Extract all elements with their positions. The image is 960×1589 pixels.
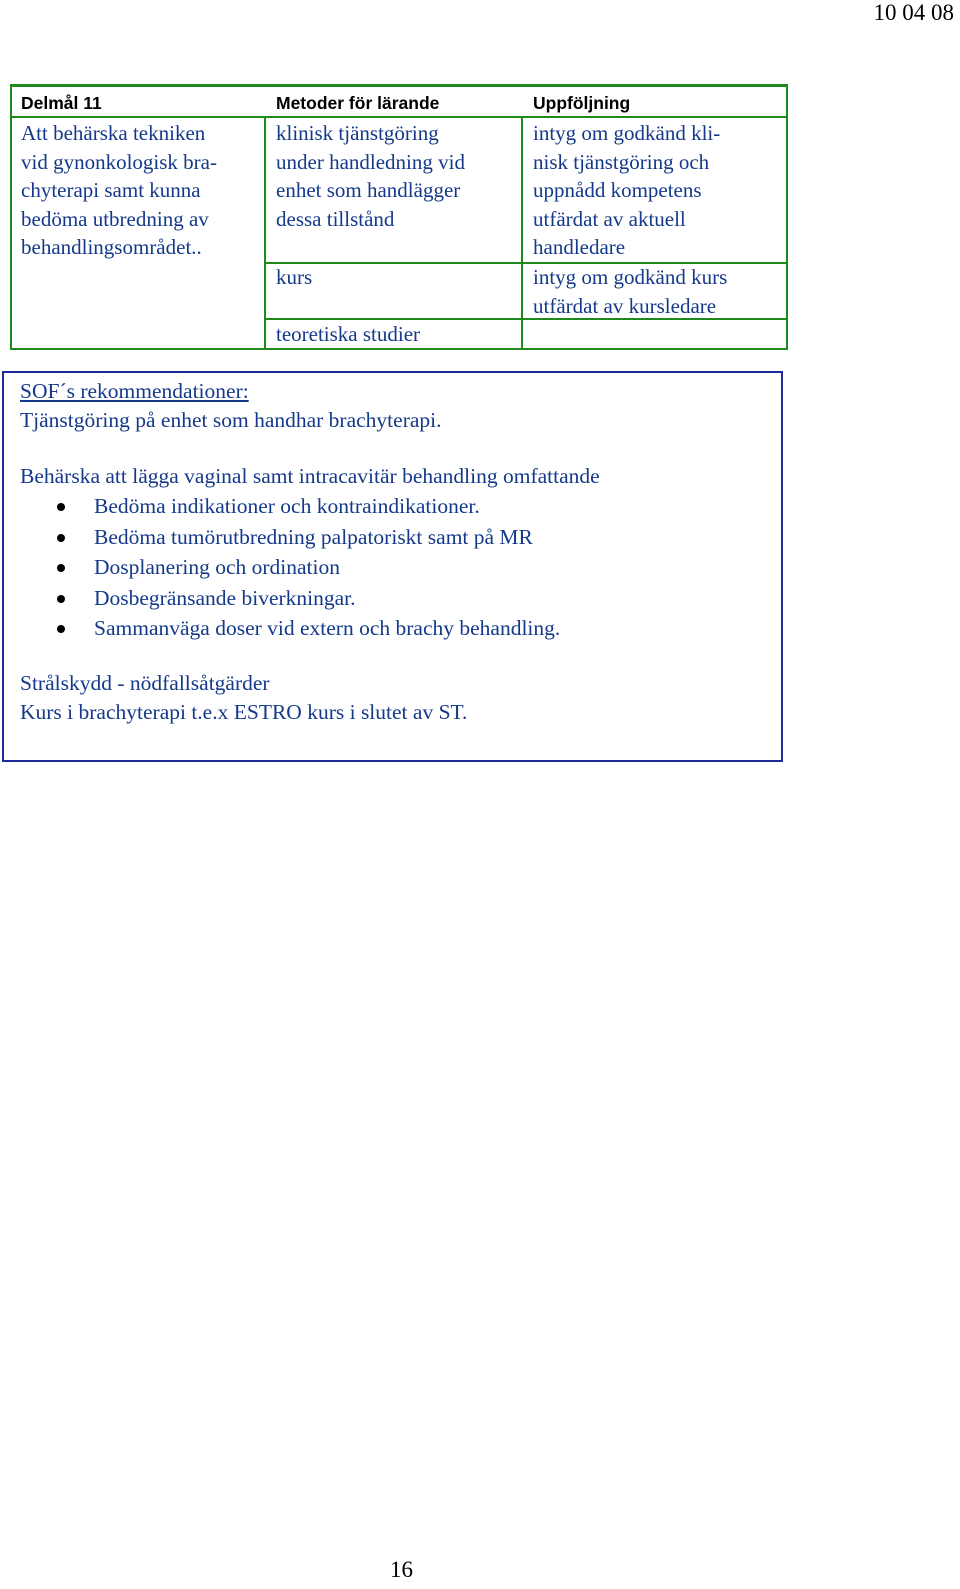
goal-cell	[21, 119, 217, 262]
header-goal: Delmål 11	[21, 93, 102, 113]
followup-line: utfärdat av kursledare	[533, 293, 717, 318]
followup-line: utfärdat av aktuell	[533, 206, 686, 231]
method-clinical-cell	[276, 119, 465, 233]
header-methods: Metoder för lärande	[276, 93, 440, 113]
list-item	[20, 552, 560, 583]
goal-line: behandlingsområdet..	[21, 235, 202, 259]
goal-line: bedöma utbredning av	[21, 206, 209, 231]
goal-line: chyterapi samt kunna	[21, 178, 201, 202]
table-divider-col2	[521, 116, 523, 350]
list-item	[20, 583, 560, 614]
recommendations-outro-1: Strålskydd - nödfallsåtgärder	[20, 671, 270, 695]
table-divider-col1	[264, 116, 266, 350]
recommendations-outro-2: Kurs i brachyterapi t.e.x ESTRO kurs i slutet av ST.	[20, 700, 468, 724]
list-item	[20, 491, 560, 522]
method-line: enhet som handlägger	[276, 178, 461, 202]
method-line: kurs	[276, 265, 313, 289]
list-item-text: Sammanväga doser vid extern och brachy behandling.	[94, 616, 561, 640]
method-line: dessa tillstånd	[276, 206, 395, 231]
followup-line: intyg om godkänd kurs	[533, 265, 728, 289]
list-item	[20, 613, 560, 644]
followup-course-cell	[533, 263, 727, 320]
bullet-icon	[57, 625, 65, 633]
document-date: 10 04 08	[873, 0, 954, 25]
list-item-text: Bedöma tumörutbredning palpatoriskt samt på MR	[94, 524, 533, 549]
followup-clinical-cell	[533, 119, 720, 262]
recommendations-intro: Tjänstgöring på enhet som handhar brachyterapi.	[20, 408, 442, 432]
method-course-cell	[276, 263, 312, 292]
goal-table	[10, 84, 788, 354]
method-line: teoretiska studier	[276, 322, 421, 346]
list-item-text: Dosbegränsande biverkningar.	[94, 585, 356, 610]
followup-line: handledare	[533, 235, 626, 259]
list-item	[20, 522, 560, 553]
header-followup: Uppföljning	[533, 93, 631, 113]
table-border-right	[786, 84, 788, 350]
method-study-cell	[276, 320, 420, 349]
followup-line: intyg om godkänd kli-	[533, 121, 721, 145]
recommendations-list	[20, 491, 560, 644]
goal-line: Att behärska tekniken	[21, 121, 206, 145]
method-line: klinisk tjänstgöring	[276, 121, 439, 145]
bullet-icon	[57, 595, 65, 603]
bullet-icon	[57, 534, 65, 542]
recommendations-box	[2, 371, 783, 762]
page-number: 16	[390, 1557, 413, 1582]
followup-line: uppnådd kompetens	[533, 178, 702, 202]
bullet-icon	[57, 503, 65, 511]
table-border-header	[10, 116, 788, 118]
table-border-top	[10, 84, 788, 87]
table-border-left	[10, 84, 12, 350]
list-item-text: Bedöma indikationer och kontraindikationer.	[94, 494, 480, 518]
followup-line: nisk tjänstgöring och	[533, 149, 710, 174]
recommendations-title: SOF´s rekommendationer:	[20, 379, 249, 403]
goal-line: vid gynonkologisk bra-	[21, 149, 217, 174]
method-line: under handledning vid	[276, 149, 465, 174]
bullet-icon	[57, 564, 65, 572]
list-item-text: Dosplanering och ordination	[94, 555, 341, 579]
recommendations-lead: Behärska att lägga vaginal samt intracavitär behandling omfattande	[20, 464, 600, 488]
